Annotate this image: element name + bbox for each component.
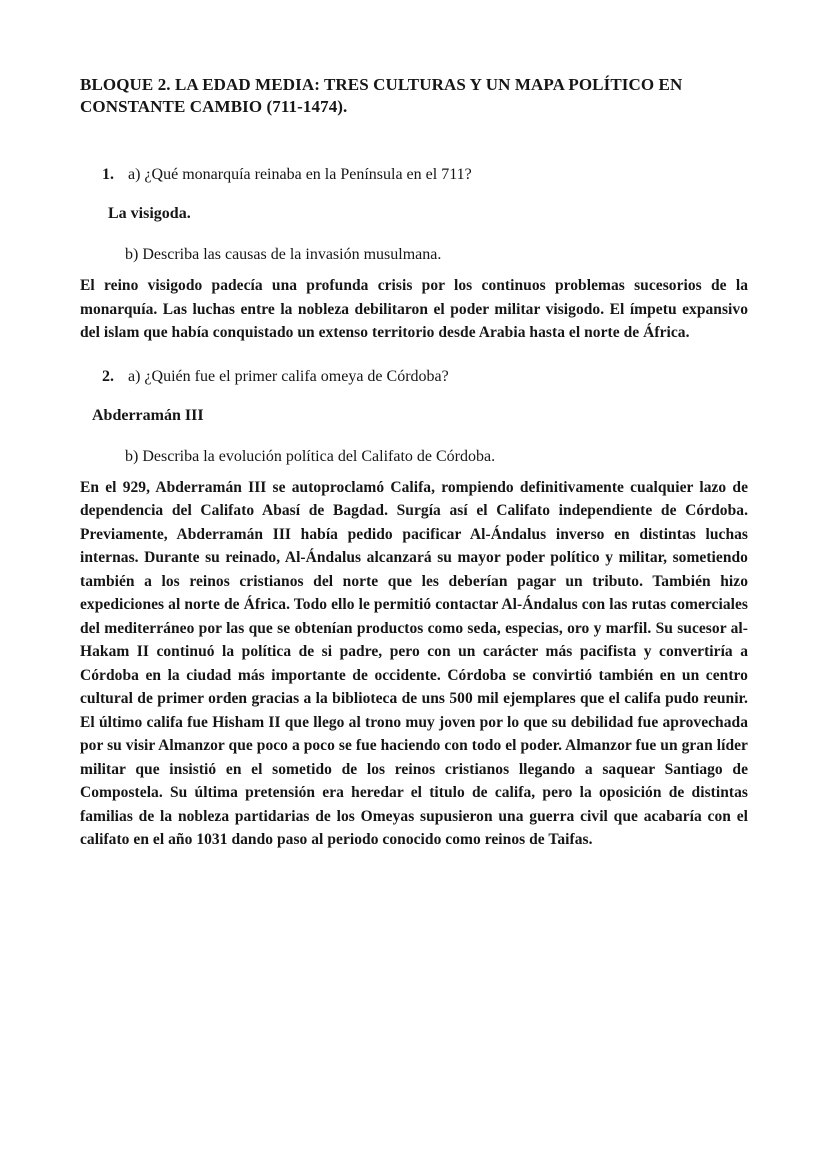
question-2-part-a: a) ¿Quién fue el primer califa omeya de Córdoba? [128,367,449,385]
question-1-answer-a: La visigoda. [108,205,191,222]
question-2-part-a-line [102,365,748,389]
document-title [80,74,748,117]
question-block-1 [80,163,748,345]
question-2-answer-a: Abderramán III [92,406,204,424]
question-2-number: 2. [102,367,114,385]
question-2-answer-b: En el 929, Abderramán III se autoproclamó Califa, rompiendo definitivamente cualquier lazo de dependencia del Califato Abasí de Bagdad. Surgía así el Califato independiente de Córdoba. Previamente, Abderramán III había pedido pacificar Al-Ándalus inverso en distintas luchas internas. Durante su reinado, Al-Ándalus alcanzará su mayor poder político y militar, sometiendo también a los reinos cristianos del norte que les deberían pagar un tributo. También hizo expediciones al norte de África. Todo ello le permitió contactar Al-Ándalus con las rutas comerciales del mediterráneo por las que se obtenían productos como seda, especias, oro y marfil. Su sucesor al-Hakam II continuó la política de si padre, pero con un carácter más pacifista y convertiría a Córdoba en la ciudad más importante de occidente. Córdoba se convirtió también en un centro cultural de primer orden gracias a la biblioteca de uns 500 mil ejemplares que el califa pudo reunir. El último califa fue Hisham II que llego al trono muy joven por lo que su debilidad fue aprovechada por su visir Almanzor que poco a poco se fue haciendo con todo el poder. Almanzor fue un gran líder militar que insistió en el sometido de los reinos cristianos llegando a saquear Santiago de Compostela. Su última pretensión era heredar el titulo de califa, pero la oposición de distintas familias de la nobleza partidarias de los Omeyas supusieron una guerra civil que acabaría con el califato en el año 1031 dando paso al periodo conocido como reinos de Taifas. [80,478,748,848]
question-1-part-b: b) Describa las causas de la invasión musulmana. [125,246,442,263]
document-title-line2: CONSTANTE CAMBIO (711-1474). [80,96,348,116]
question-1-part-a-line [102,163,748,187]
question-1-part-a: a) ¿Qué monarquía reinaba en la Península en el 711? [128,166,472,183]
document-title-line1: BLOQUE 2. LA EDAD MEDIA: TRES CULTURAS Y UN MAPA POLÍTICO EN [80,75,683,94]
question-2-part-b: b) Describa la evolución política del Califato de Córdoba. [125,447,496,465]
question-block-2 [80,365,748,852]
question-1-answer-b: El reino visigodo padecía una profunda crisis por los continuos problemas sucesorios de la monarquía. Las luchas entre la nobleza debilitaron el poder militar visigodo. El ímpetu expansivo del islam que había conquistado un extenso territorio desde Arabia hasta el norte de África. [80,277,748,341]
question-1-number: 1. [102,166,114,183]
